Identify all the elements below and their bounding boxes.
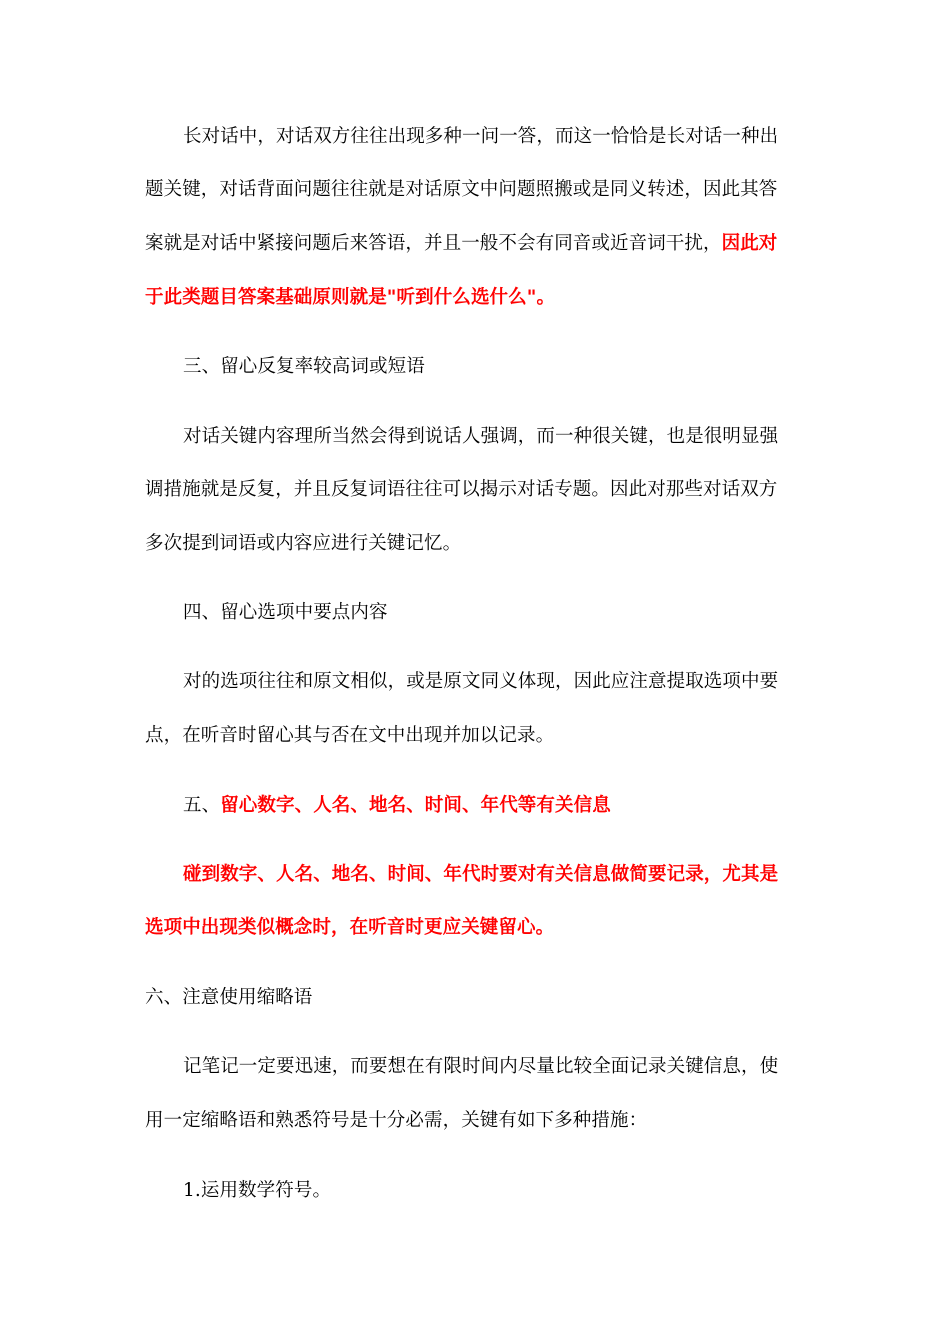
paragraph-4-line-2: 点，在听音时留心其与否在文中出现并加以记录。 [145,725,555,746]
paragraph-1-line-2: 题关键，对话背面问题往往就是对话原文中问题照搬或是同义转述，因此其答 [145,179,778,200]
heading-six: 六、注意使用缩略语 [145,987,313,1008]
paragraph-1-emphasis-start: 因此对 [721,233,778,254]
paragraph-4-line-1: 对的选项往往和原文相似，或是原文同义体现，因此应注意提取选项中要 [183,671,779,692]
heading-four: 四、留心选项中要点内容 [183,602,388,623]
heading-five [183,793,803,819]
paragraph-6-line-1: 记笔记一定要迅速，而要想在有限时间内尽量比较全面记录关键信息，使 [183,1056,779,1077]
heading-three: 三、留心反复率较高词或短语 [183,356,425,377]
paragraph-5-line-1: 碰到数字、人名、地名、时间、年代时要对有关信息做简要记录，尤其是 [183,864,779,885]
paragraph-1-line-3-text: 案就是对话中紧接问题后来答语，并且一般不会有同音或近音词干扰， [145,233,722,254]
paragraph-3-line-1: 对话关键内容理所当然会得到说话人强调，而一种很关键，也是很明显强 [183,426,779,447]
list-item: 1.运用数学符号。 [183,1180,332,1201]
paragraph-5-line-2: 选项中出现类似概念时，在听音时更应关键留心。 [145,917,555,938]
paragraph-1-emphasis-line: 于此类题目答案基础原则就是"听到什么选什么"。 [145,287,556,308]
heading-five-text: 留心数字、人名、地名、时间、年代等有关信息 [220,795,611,816]
paragraph-1-line-1: 长对话中，对话双方往往出现多种一问一答，而这一恰恰是长对话一种出 [183,126,779,147]
heading-five-number: 五、 [183,795,221,816]
paragraph-6-line-2: 用一定缩略语和熟悉符号是十分必需，关键有如下多种措施： [145,1110,648,1131]
paragraph-1-line-3 [145,231,805,257]
paragraph-3-line-2: 调措施就是反复，并且反复词语往往可以揭示对话专题。因此对那些对话双方 [145,479,778,500]
paragraph-3-line-3: 多次提到词语或内容应进行关键记忆。 [145,533,462,554]
